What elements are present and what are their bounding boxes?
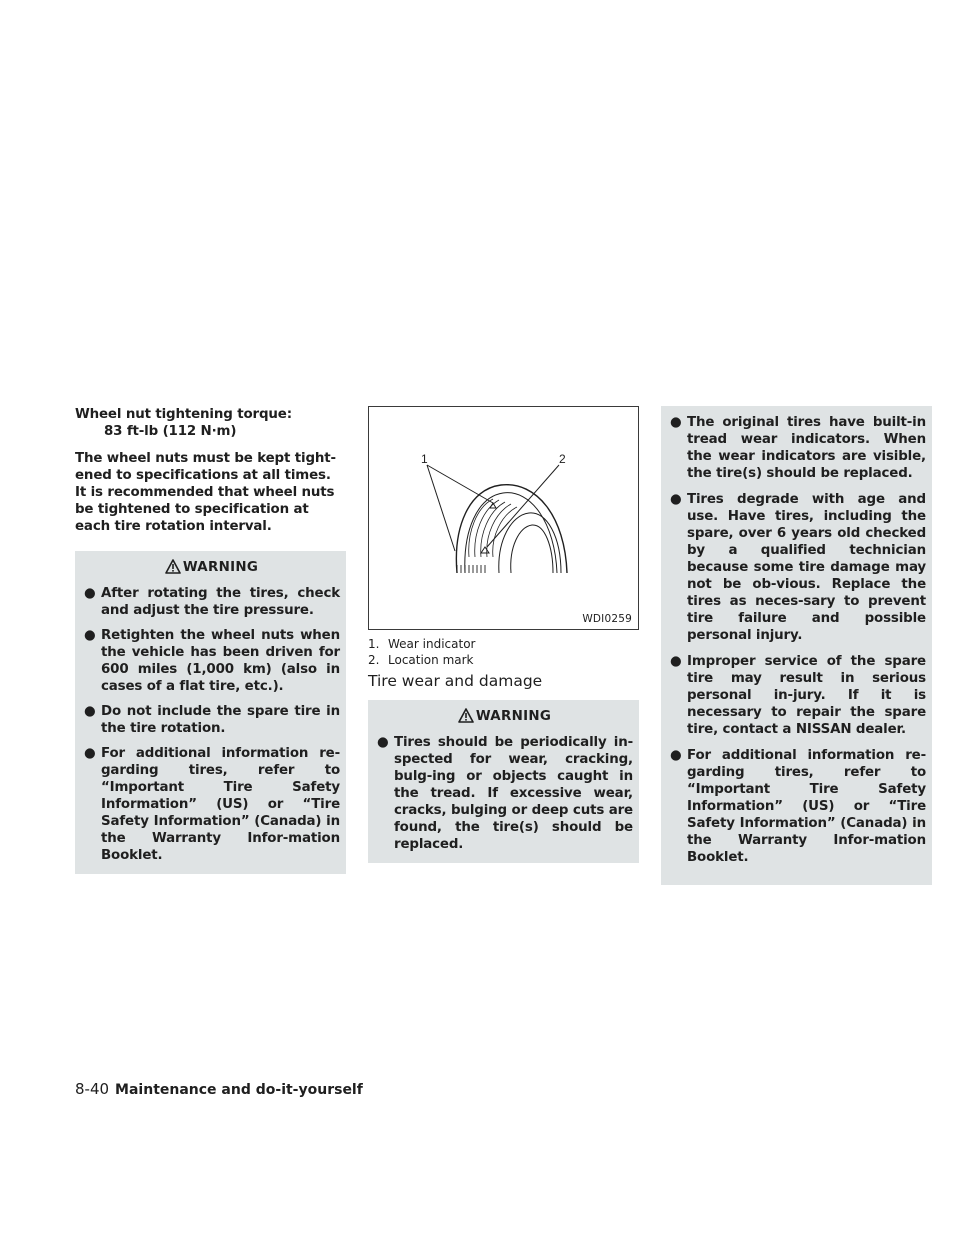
warning-label: WARNING [475,709,552,724]
bullet-icon: ● [670,415,682,430]
torque-title: Wheel nut tightening torque: [75,407,292,422]
bullet-icon: ● [670,492,682,507]
right-column [661,406,932,885]
warning-list [376,734,633,853]
caption-item: 2. Location mark [368,653,474,667]
wheel-nut-paragraph: The wheel nuts must be kept tight-ened to specifications at all times. It is recommended that wheel nuts be tightened to specification at each tire rotation interval. [75,451,336,534]
warning-item: ● After rotating the tires, check and adjust the tire pressure. [84,586,340,618]
figure-code: WDI0259 [582,613,632,625]
torque-value: 83 ft-lb (112 N·m) [104,424,237,439]
warning-item: ● For additional information re-garding tires, refer to “Important Tire Safety Information” (US) or “Tire Safety Information” (Canada) in the Warranty Infor-mation Booklet. [84,746,340,863]
warning-heading [83,559,340,575]
warning-item: ● Retighten the wheel nuts when the vehicle has been driven for 600 miles (1,000 km) (also in cases of a flat tire, etc.). [84,628,340,694]
tire-info-box [661,406,932,885]
figure-caption-list [368,636,639,668]
section-title: Maintenance and do-it-yourself [115,1082,363,1098]
page-number: 8-40 [75,1080,110,1098]
bullet-icon: ● [670,748,682,763]
warning-triangle-icon [458,708,474,723]
warning-triangle-icon [165,559,181,574]
tire-info-list [669,414,926,866]
warning-box-rotation [75,551,346,874]
info-item: ● For additional information re-garding tires, refer to “Important Tire Safety Information” (US) or “Tire Safety Information” (Canada) in the Warranty Infor-mation Booklet. [670,748,926,865]
bullet-icon: ● [377,735,389,750]
left-column [75,406,346,874]
caption-item: 1. Wear indicator [368,637,476,651]
bullet-icon: ● [84,704,96,719]
info-item: ● The original tires have built-in tread wear indicators. When the wear indicators are visible, the tire(s) should be replaced. [670,415,926,481]
warning-item: ● Tires should be periodically in-spected for wear, cracking, bulg-ing or objects caught in the tread. If excessive wear, cracks, bulging or deep cuts are found, the tire(s) should be replaced. [377,735,633,852]
bullet-icon: ● [670,654,682,669]
callout-1: 1 [421,452,428,466]
callout-2: 2 [559,452,566,466]
tire-illustration [369,407,640,631]
warning-list [83,585,340,864]
warning-label: WARNING [182,560,259,575]
section-heading: Tire wear and damage [368,672,543,690]
info-item: ● Tires degrade with age and use. Have tires, including the spare, over 6 years old checked by a qualified technician because some tire damage may not be ob-vious. Replace the tires as neces-sary to prevent tire failure and possible personal injury. [670,492,926,643]
info-item: ● Improper service of the spare tire may result in serious personal in-jury. If it is necessary to repair the spare tire, contact a NISSAN dealer. [670,654,926,737]
middle-column [368,406,639,863]
bullet-icon: ● [84,746,96,761]
bullet-icon: ● [84,628,96,643]
page-footer [75,1080,363,1098]
warning-box-damage [368,700,639,863]
warning-heading [376,708,633,724]
tire-wear-figure [368,406,639,630]
bullet-icon: ● [84,586,96,601]
warning-item: ● Do not include the spare tire in the tire rotation. [84,704,340,736]
